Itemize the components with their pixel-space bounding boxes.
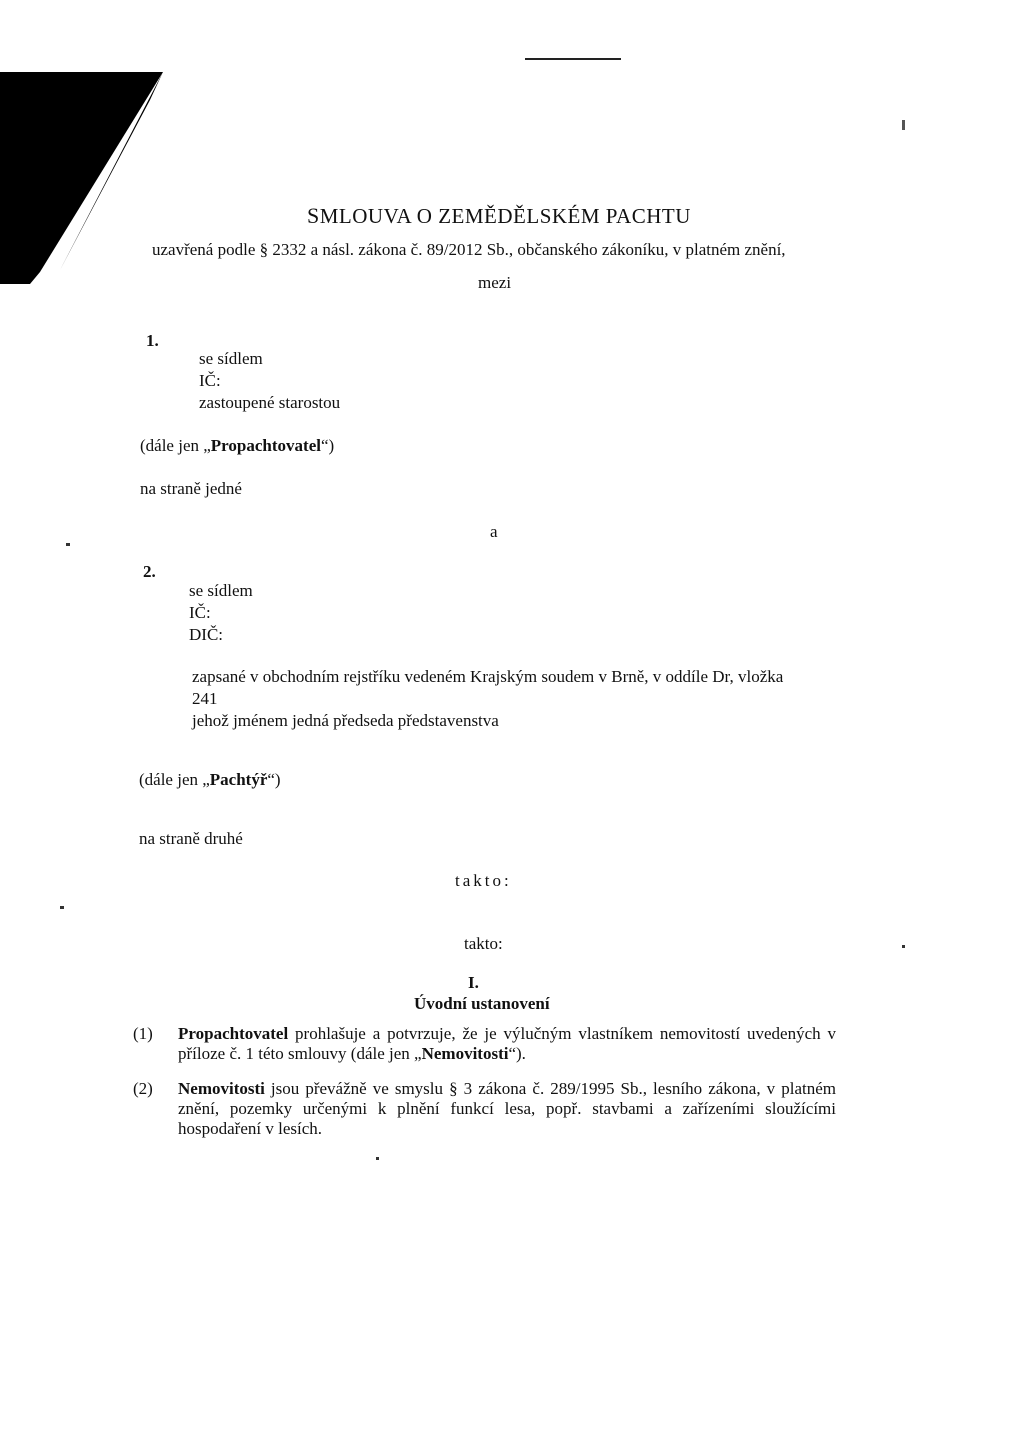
section1-item-1-number: (1): [133, 1024, 153, 1043]
section1-item-2-number: (2): [133, 1079, 153, 1098]
takto: takto:: [464, 934, 503, 953]
section1-number: I.: [468, 973, 479, 992]
party2-ic-label: IČ:: [189, 603, 211, 622]
hereinafter-suffix: “): [320, 436, 335, 455]
party2-seat-label: se sídlem: [189, 581, 253, 600]
item-tail: “).: [508, 1044, 526, 1063]
party2-registration-line1: zapsané v obchodním rejstříku vedeném Krajským soudem v Brně, v oddíle Dr, vložka: [192, 667, 784, 686]
between-word: mezi: [478, 273, 512, 292]
section1-item-1: [178, 1024, 836, 1064]
party1-ic-label: IČ:: [199, 371, 221, 390]
scan-speck: [376, 1157, 379, 1160]
title-initial: S: [307, 203, 320, 228]
party1-number: 1.: [146, 331, 159, 350]
conjunction: a: [490, 522, 498, 541]
scan-speck: [66, 543, 70, 546]
scan-speck: [60, 906, 64, 909]
item-lead: Nemovitosti: [178, 1079, 265, 1098]
scan-speck: [902, 945, 905, 948]
party1-hereinafter: [140, 436, 334, 456]
hereinafter-prefix: (dále jen „: [139, 770, 210, 789]
scan-speck: [902, 120, 905, 130]
party1-side: na straně jedné: [140, 479, 242, 498]
party2-side: na straně druhé: [139, 829, 243, 848]
hereinafter-suffix: “): [267, 770, 281, 789]
document-title: [307, 203, 691, 229]
title-rest: MLOUVA O ZEMĚDĚLSKÉM PACHTU: [319, 204, 691, 228]
item-lead: Propachtovatel: [178, 1024, 289, 1043]
party2-acting: jehož jménem jedná předseda představenstva: [192, 711, 499, 730]
party1-defined-name: Propachtovatel: [210, 436, 321, 455]
takto-spaced: takto:: [455, 871, 512, 890]
party2-registration-line2: 241: [192, 689, 218, 708]
party1-represented-label: zastoupené starostou: [199, 393, 341, 412]
party2-number: 2.: [143, 562, 156, 581]
party2-hereinafter: [139, 770, 281, 790]
party2-dic-label: DIČ:: [189, 625, 223, 644]
document-subtitle: uzavřená podle § 2332 a násl. zákona č. 89/2012 Sb., občanského zákoníku, v platném znění,: [152, 240, 786, 259]
scan-artifact-line: [525, 58, 621, 60]
hereinafter-prefix: (dále jen „: [140, 436, 211, 455]
item-text: jsou převážně ve smyslu § 3 zákona č. 289/1995 Sb., lesního zákona, v platném znění, pozemky určenými k plnění funkcí lesa, popř. stavbami a zařízeními sloužícími hospodaření v lesích.: [178, 1079, 836, 1138]
item-text: prohlašuje a potvrzuje, že je výlučným vlastníkem nemovitostí uvedených v příloze č. 1 této smlouvy (dále jen „: [178, 1024, 836, 1063]
item-defined-name: Nemovitosti: [421, 1044, 509, 1063]
party1-seat-label: se sídlem: [199, 349, 263, 368]
section1-title: Úvodní ustanovení: [414, 994, 550, 1013]
section1-item-2: [178, 1079, 836, 1139]
party2-defined-name: Pachtýř: [209, 770, 268, 789]
